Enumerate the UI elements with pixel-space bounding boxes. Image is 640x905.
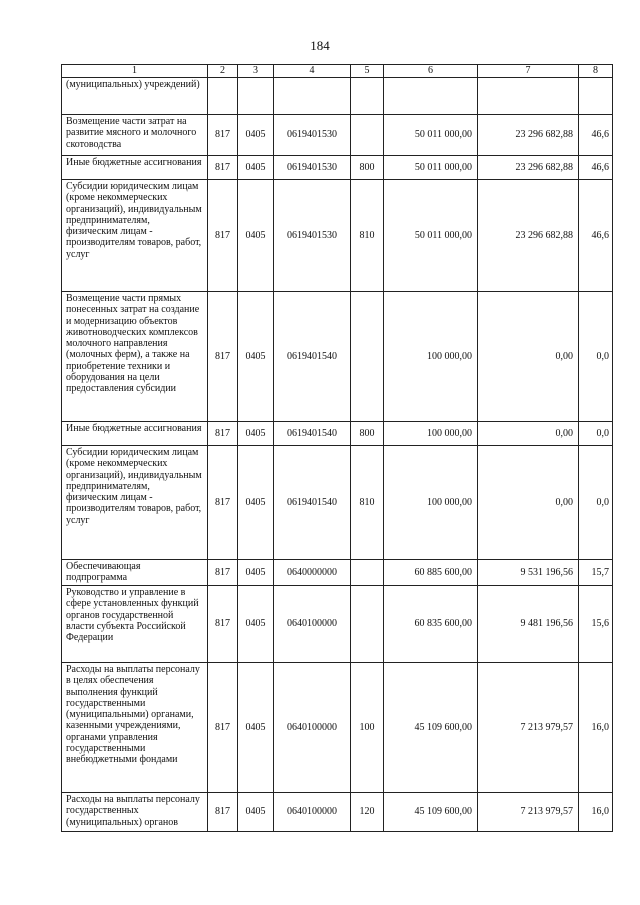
- col-header-6: 6: [384, 65, 478, 78]
- cell-section-code: 0405: [238, 446, 274, 560]
- cell-admin-code: 817: [208, 292, 238, 422]
- row-name: Иные бюджетные ассигнования: [62, 422, 208, 446]
- cell-percent: 0,0: [579, 422, 613, 446]
- table-row: [62, 586, 613, 663]
- cell-executed-amount: 23 296 682,88: [478, 180, 579, 292]
- cell-percent: 15,7: [579, 560, 613, 586]
- table-row: [62, 663, 613, 793]
- cell-expense-type: 810: [351, 446, 384, 560]
- cell-percent: 15,6: [579, 586, 613, 663]
- cell-admin-code: 817: [208, 446, 238, 560]
- row-name: Расходы на выплаты персоналу государственных (муниципальных) органов: [62, 793, 208, 832]
- cell-target-code: 0640000000: [274, 560, 351, 586]
- cell-section-code: 0405: [238, 115, 274, 156]
- cell-target-code: 0619401530: [274, 156, 351, 180]
- cell-expense-type: 120: [351, 793, 384, 832]
- cell-section-code: 0405: [238, 663, 274, 793]
- cell-section-code: 0405: [238, 156, 274, 180]
- cell-executed-amount: 0,00: [478, 422, 579, 446]
- cell-admin-code: 817: [208, 586, 238, 663]
- cell-expense-type: 800: [351, 422, 384, 446]
- cell-section-code: [238, 78, 274, 115]
- col-header-5: 5: [351, 65, 384, 78]
- cell-admin-code: 817: [208, 115, 238, 156]
- col-header-7: 7: [478, 65, 579, 78]
- col-header-4: 4: [274, 65, 351, 78]
- table-row: [62, 78, 613, 115]
- cell-planned-amount: 100 000,00: [384, 446, 478, 560]
- page-number: 184: [310, 38, 330, 53]
- cell-section-code: 0405: [238, 180, 274, 292]
- row-name: Руководство и управление в сфере установленных функций органов государственной власти субъекта Российской Федерации: [62, 586, 208, 663]
- row-name: (муниципальных) учреждений): [62, 78, 208, 115]
- cell-executed-amount: 23 296 682,88: [478, 156, 579, 180]
- table-row: [62, 180, 613, 292]
- cell-planned-amount: 45 109 600,00: [384, 793, 478, 832]
- row-name: Расходы на выплаты персоналу в целях обеспечения выполнения функций государственными (муниципальными) органами, казенными учреждениями, органами управления государственными внебюджетными фондами: [62, 663, 208, 793]
- cell-planned-amount: 50 011 000,00: [384, 156, 478, 180]
- cell-expense-type: [351, 115, 384, 156]
- cell-target-code: [274, 78, 351, 115]
- cell-expense-type: [351, 292, 384, 422]
- cell-expense-type: 800: [351, 156, 384, 180]
- table-row: [62, 422, 613, 446]
- cell-expense-type: [351, 78, 384, 115]
- cell-planned-amount: 60 885 600,00: [384, 560, 478, 586]
- row-name: Возмещение части затрат на развитие мясного и молочного скотоводства: [62, 115, 208, 156]
- cell-section-code: 0405: [238, 422, 274, 446]
- cell-expense-type: [351, 586, 384, 663]
- cell-target-code: 0640100000: [274, 586, 351, 663]
- cell-percent: 46,6: [579, 115, 613, 156]
- cell-percent: 0,0: [579, 446, 613, 560]
- cell-target-code: 0619401540: [274, 422, 351, 446]
- cell-executed-amount: 7 213 979,57: [478, 663, 579, 793]
- cell-executed-amount: [478, 78, 579, 115]
- table-row: [62, 156, 613, 180]
- col-header-2: 2: [208, 65, 238, 78]
- cell-executed-amount: 23 296 682,88: [478, 115, 579, 156]
- cell-target-code: 0619401530: [274, 115, 351, 156]
- header-row: [62, 65, 613, 78]
- cell-planned-amount: 45 109 600,00: [384, 663, 478, 793]
- cell-section-code: 0405: [238, 560, 274, 586]
- row-name: Обеспечивающая подпрограмма: [62, 560, 208, 586]
- cell-expense-type: 100: [351, 663, 384, 793]
- cell-admin-code: 817: [208, 422, 238, 446]
- cell-admin-code: 817: [208, 663, 238, 793]
- cell-expense-type: [351, 560, 384, 586]
- cell-planned-amount: 100 000,00: [384, 292, 478, 422]
- table-row: [62, 292, 613, 422]
- row-name: Субсидии юридическим лицам (кроме некоммерческих организаций), индивидуальным предпринимателям, физическим лицам - производителям товаров, работ, услуг: [62, 180, 208, 292]
- cell-executed-amount: 7 213 979,57: [478, 793, 579, 832]
- cell-percent: 46,6: [579, 180, 613, 292]
- cell-planned-amount: 50 011 000,00: [384, 115, 478, 156]
- row-name: Субсидии юридическим лицам (кроме некоммерческих организаций), индивидуальным предпринимателям, физическим лицам - производителям товаров, работ, услуг: [62, 446, 208, 560]
- cell-executed-amount: 9 531 196,56: [478, 560, 579, 586]
- cell-target-code: 0619401540: [274, 446, 351, 560]
- cell-admin-code: 817: [208, 793, 238, 832]
- table-row: [62, 793, 613, 832]
- cell-planned-amount: 50 011 000,00: [384, 180, 478, 292]
- budget-table: [61, 64, 613, 832]
- cell-planned-amount: 100 000,00: [384, 422, 478, 446]
- cell-target-code: 0619401540: [274, 292, 351, 422]
- row-name: Иные бюджетные ассигнования: [62, 156, 208, 180]
- table-row: [62, 446, 613, 560]
- table-row: [62, 115, 613, 156]
- row-name: Возмещение части прямых понесенных затрат на создание и модернизацию объектов животноводческих комплексов молочного направления (молочных ферм), а также на приобретение техники и оборудования на цели предоставления субсидии: [62, 292, 208, 422]
- cell-planned-amount: [384, 78, 478, 115]
- cell-section-code: 0405: [238, 292, 274, 422]
- cell-admin-code: 817: [208, 560, 238, 586]
- cell-admin-code: 817: [208, 180, 238, 292]
- cell-percent: 0,0: [579, 292, 613, 422]
- cell-executed-amount: 9 481 196,56: [478, 586, 579, 663]
- cell-percent: 46,6: [579, 156, 613, 180]
- cell-percent: 16,0: [579, 663, 613, 793]
- cell-percent: 16,0: [579, 793, 613, 832]
- cell-target-code: 0640100000: [274, 663, 351, 793]
- cell-section-code: 0405: [238, 793, 274, 832]
- cell-admin-code: 817: [208, 156, 238, 180]
- cell-percent: [579, 78, 613, 115]
- cell-target-code: 0619401530: [274, 180, 351, 292]
- cell-target-code: 0640100000: [274, 793, 351, 832]
- col-header-1: 1: [62, 65, 208, 78]
- cell-executed-amount: 0,00: [478, 292, 579, 422]
- cell-expense-type: 810: [351, 180, 384, 292]
- cell-section-code: 0405: [238, 586, 274, 663]
- cell-executed-amount: 0,00: [478, 446, 579, 560]
- cell-planned-amount: 60 835 600,00: [384, 586, 478, 663]
- col-header-8: 8: [579, 65, 613, 78]
- col-header-3: 3: [238, 65, 274, 78]
- table-row: [62, 560, 613, 586]
- cell-admin-code: [208, 78, 238, 115]
